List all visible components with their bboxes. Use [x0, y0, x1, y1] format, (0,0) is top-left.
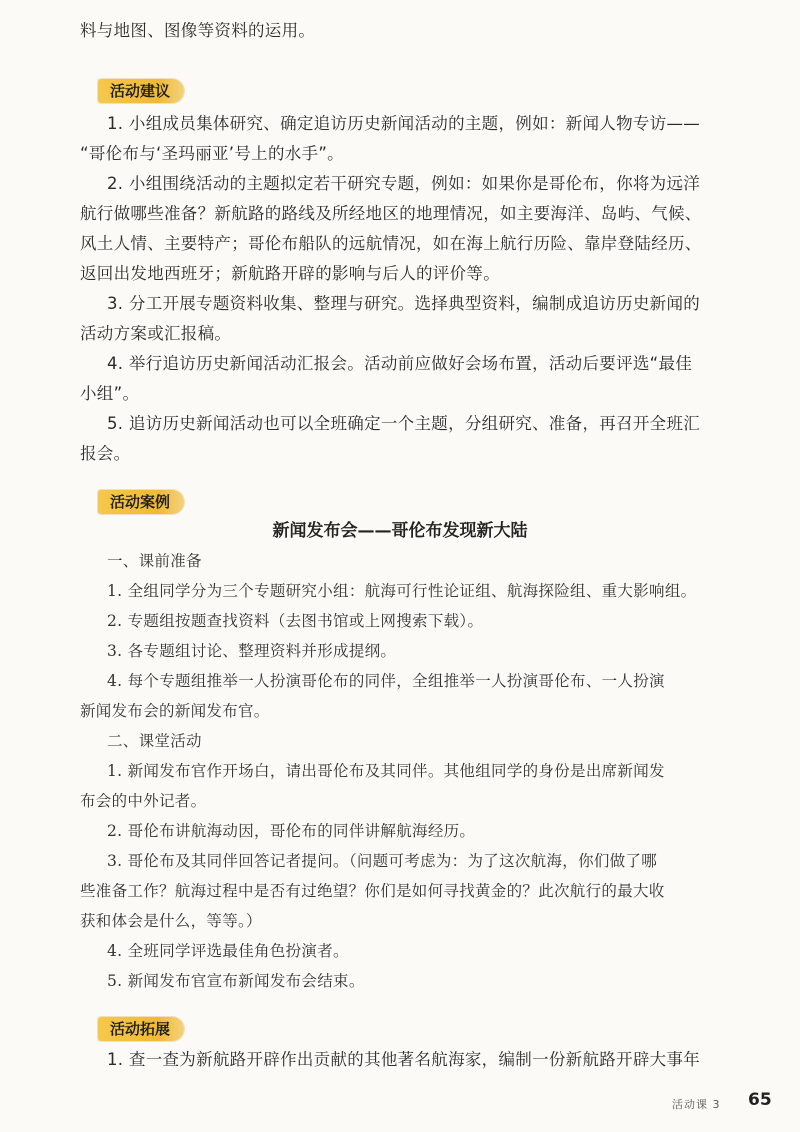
text-line: 4. 举行追访历史新闻活动汇报会。活动前应做好会场布置，活动后要评选“最佳 — [107, 354, 693, 373]
text-line: 4. 全班同学评选最佳角色扮演者。 — [107, 942, 349, 960]
text-line: 获和体会是什么，等等。） — [80, 912, 262, 930]
text-line: 风土人情、主要特产；哥伦布船队的远航情况，如在海上航行历险、靠岸登陆经历、 — [80, 234, 702, 253]
text-line: 二、课堂活动 — [107, 732, 202, 750]
text-line: 2. 专题组按题查找资料（去图书馆或上网搜索下载）。 — [107, 612, 484, 630]
text-line: 新闻发布会的新闻发布官。 — [80, 702, 270, 720]
text-line: “哥伦布与‘圣玛丽亚’号上的水手”。 — [80, 144, 344, 163]
text-line: 小组”。 — [80, 384, 140, 403]
text-line: 1. 查一查为新航路开辟作出贡献的其他著名航海家，编制一份新航路开辟大事年 — [107, 1050, 701, 1069]
text-line: 3. 各专题组讨论、整理资料并形成提纲。 — [107, 642, 397, 660]
text-line: 5. 新闻发布官宣布新闻发布会结束。 — [107, 972, 365, 990]
text-line: 2. 哥伦布讲航海动因，哥伦布的同伴讲解航海经历。 — [107, 822, 476, 840]
text-line: 1. 小组成员集体研究、确定追访历史新闻活动的主题，例如：新闻人物专访—— — [107, 114, 701, 133]
text-line: 3. 哥伦布及其同伴回答记者提问。（问题可考虑为：为了这次航海，你们做了哪 — [107, 852, 658, 870]
text-line: 一、课前准备 — [107, 552, 202, 570]
text-line: 布会的中外记者。 — [80, 792, 207, 810]
text-line: 活动方案或汇报稿。 — [80, 324, 232, 343]
text-line: 3. 分工开展专题资料收集、整理与研究。选择典型资料，编制成追访历史新闻的 — [107, 294, 701, 313]
text-line: 报会。 — [80, 444, 131, 463]
text-line: 返回出发地西班牙；新航路开辟的影响与后人的评价等。 — [80, 264, 500, 283]
text-line: 5. 追访历史新闻活动也可以全班确定一个主题，分组研究、准备，再召开全班汇 — [107, 414, 701, 433]
text-line: 4. 每个专题组推举一人扮演哥伦布的同伴，全组推举一人扮演哥伦布、一人扮演 — [107, 672, 665, 690]
section-badge-extension: 活动拓展 — [98, 1017, 184, 1041]
footer-section-label: 活动课 3 — [672, 1098, 721, 1111]
text-line: 1. 新闻发布官作开场白，请出哥伦布及其同伴。其他组同学的身份是出席新闻发 — [107, 762, 665, 780]
section-badge-suggestions: 活动建议 — [98, 79, 184, 103]
continued-text-line: 料与地图、图像等资料的运用。 — [80, 21, 316, 40]
text-line: 些准备工作？航海过程中是否有过绝望？你们是如何寻找黄金的？此次航行的最大收 — [80, 882, 665, 900]
text-line: 2. 小组围绕活动的主题拟定若干研究专题，例如：如果你是哥伦布，你将为远洋 — [107, 174, 701, 193]
text-line: 航行做哪些准备？新航路的路线及所经地区的地理情况，如主要海洋、岛屿、气候、 — [80, 204, 702, 223]
page-number: 65 — [748, 1090, 772, 1110]
case-title: 新闻发布会——哥伦布发现新大陆 — [272, 521, 528, 541]
section-badge-case: 活动案例 — [98, 490, 184, 514]
text-line: 1. 全组同学分为三个专题研究小组：航海可行性论证组、航海探险组、重大影响组。 — [107, 582, 697, 600]
